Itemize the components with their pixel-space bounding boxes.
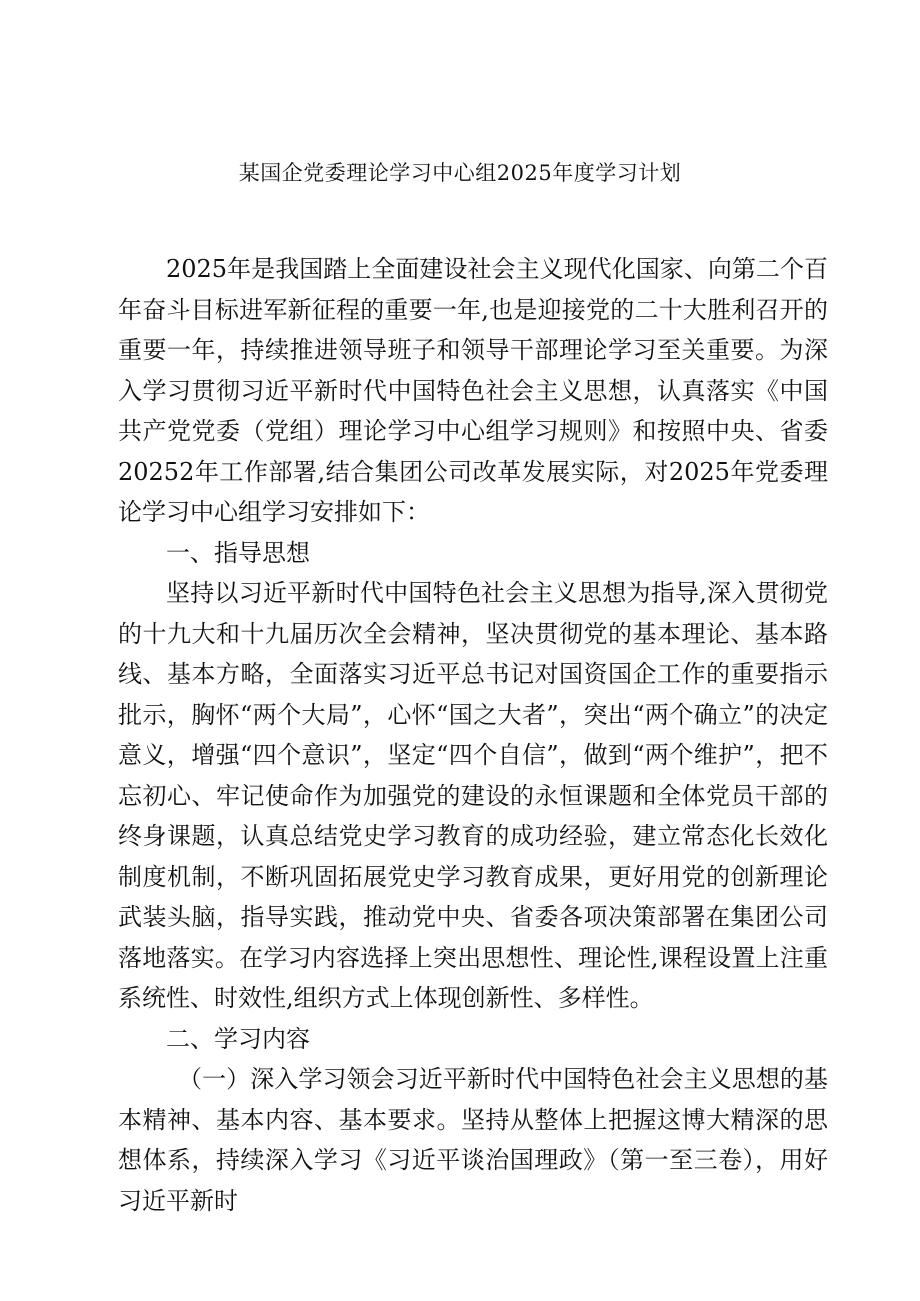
intro-paragraph: 2025年是我国踏上全面建设社会主义现代化国家、向第二个百年奋斗目标进军新征程的重要一年,也是迎接党的二十大胜利召开的重要一年，持续推进领导班子和领导干部理论学习至关重要。为深入学习贯彻习近平新时代中国特色社会主义思想，认真落实《中国共产党党委（党组）理论学习中心组学习规则》和按照中央、省委20252年工作部署,结合集团公司改革发展实际，对2025年党委理论学习中心组学习安排如下： — [118, 255, 828, 526]
document-body — [118, 249, 828, 1221]
study-content-item-1: （一）深入学习领会习近平新时代中国特色社会主义思想的基本精神、基本内容、基本要求。坚持从整体上把握这博大精深的思想体系，持续深入学习《习近平谈治国理政》（第一至三卷），用好习近平新时 — [118, 1065, 828, 1215]
section-heading-study-content: 二、学习内容 — [166, 1024, 310, 1053]
document-title: 某国企党委理论学习中心组2025年度学习计划 — [238, 161, 682, 185]
guiding-thought-paragraph: 坚持以习近平新时代中国特色社会主义思想为指导,深入贯彻党的十九大和十九届历次全会精神，坚决贯彻党的基本理论、基本路线、基本方略，全面落实习近平总书记对国资国企工作的重要指示批示，胸怀“两个大局”，心怀“国之大者”，突出“两个确立”的决定意义，增强“四个意识”，坚定“四个自信”，做到“两个维护”，把不忘初心、牢记使命作为加强党的建设的永恒课题和全体党员干部的终身课题，认真总结党史学习教育的成功经验，建立常态化长效化制度机制，不断巩固拓展党史学习教育成果，更好用党的创新理论武装头脑，指导实践，推动党中央、省委各项决策部署在集团公司落地落实。在学习内容选择上突出思想性、理论性,课程设置上注重系统性、时效性,组织方式上体现创新性、多样性。 — [118, 579, 828, 1012]
section-heading-guiding-thought: 一、指导思想 — [166, 538, 310, 567]
